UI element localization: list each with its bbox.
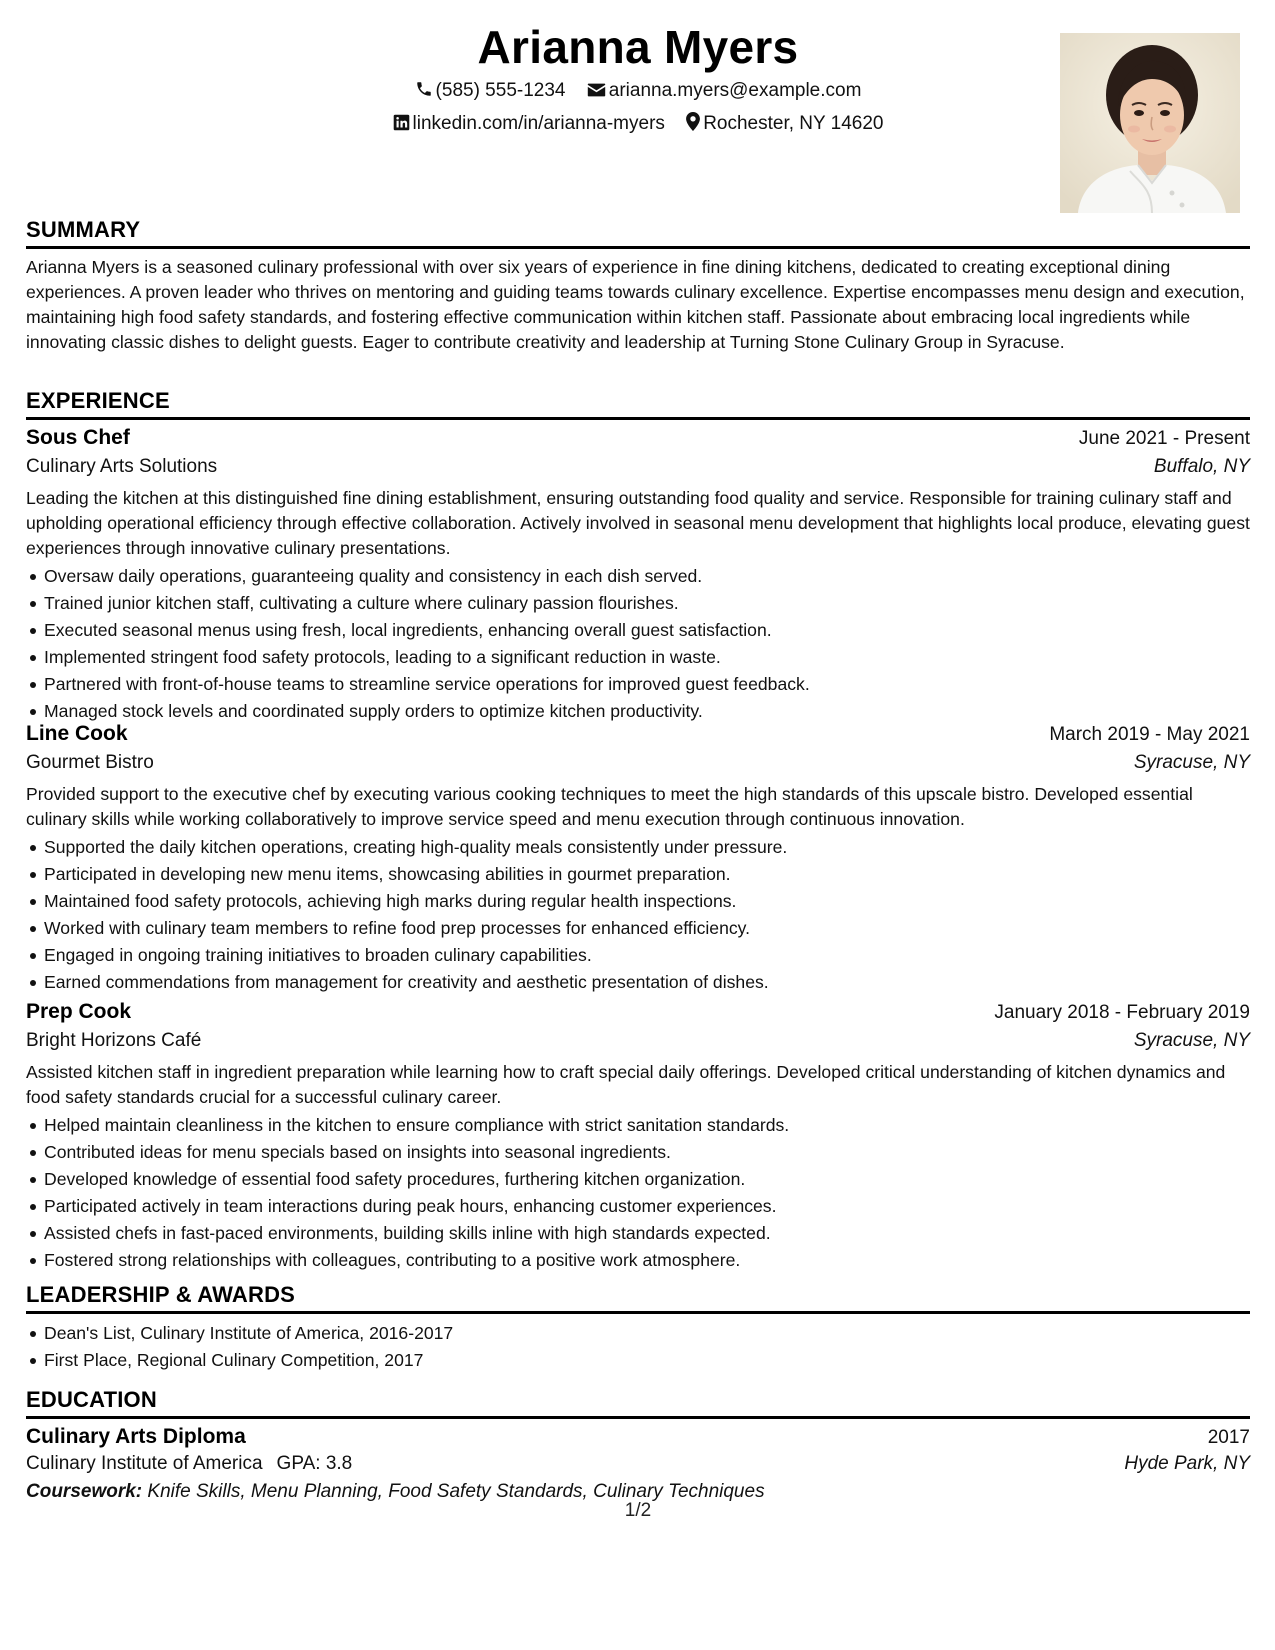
summary-text: Arianna Myers is a seasoned culinary professional with over six years of experience in fine dining kitchens, dedicated to creating exceptional dining experiences. A proven leader who thrives on mentoring and guiding teams towards culinary excellence. Expertise encompasses menu design and execution, maintaining high food safety standards, and fostering effective communication within kitchen staff. Passionate about embracing local ingredients while innovating classic dishes to delight guests. Eager to contribute creativity and leadership at Turning Stone Culinary Group in Syracuse. [26,257,1245,352]
job-bullet: Maintained food safety protocols, achieving high marks during regular health inspections. [44,888,1250,915]
job-dates: January 2018 - February 2019 [994,1002,1250,1023]
job-bullet: Worked with culinary team members to refine food prep processes for enhanced efficiency. [44,915,1250,942]
job-location: Buffalo, NY [1153,456,1250,477]
awards-list [26,1320,1250,1374]
education-section [26,1387,1250,1503]
email-text[interactable]: arianna.myers@example.com [608,80,862,101]
job-bullet: Developed knowledge of essential food safety procedures, furthering kitchen organization. [44,1166,1250,1193]
graduation-year: 2017 [1207,1427,1250,1448]
location-text: Rochester, NY 14620 [703,113,884,134]
location-item [686,112,883,135]
job-entry [26,426,1250,725]
job-bullet: Helped maintain cleanliness in the kitchen to ensure compliance with strict sanitation standards. [44,1112,1250,1139]
award-item: First Place, Regional Culinary Competition, 2017 [44,1347,1250,1374]
award-item: Dean's List, Culinary Institute of America, 2016-2017 [44,1320,1250,1347]
awards-section [26,1282,1250,1374]
job-bullet: Participated actively in team interactions during peak hours, enhancing customer experiences. [44,1193,1250,1220]
job-description: Leading the kitchen at this distinguished fine dining establishment, ensuring outstanding food quality and service. Responsible for training culinary staff and upholding operational efficiency through effective collaboration. Actively involved in seasonal menu development that highlights local produce, elevating guest experiences through innovative culinary presentations. [26,488,1250,558]
coursework-text: Knife Skills, Menu Planning, Food Safety Standards, Culinary Techniques [147,1481,765,1502]
candidate-name: Arianna Myers [477,21,799,73]
job-dates: March 2019 - May 2021 [1049,724,1250,745]
profile-photo [1060,33,1240,213]
job-company: Gourmet Bistro [26,752,154,773]
job-bullet: Implemented stringent food safety protocols, leading to a significant reduction in waste. [44,644,1250,671]
job-title: Prep Cook [26,1000,132,1023]
phone-icon [415,80,433,98]
job-bullet: Earned commendations from management for creativity and aesthetic presentation of dishes. [44,969,1250,996]
summary-section [26,217,1250,355]
coursework-label: Coursework: [26,1481,143,1502]
resume-page [26,0,1250,1650]
experience-heading: EXPERIENCE [26,388,1250,420]
linkedin-text[interactable]: linkedin.com/in/arianna-myers [412,113,665,134]
job-bullet: Partnered with front-of-house teams to streamline service operations for improved guest feedback. [44,671,1250,698]
education-heading: EDUCATION [26,1387,1250,1419]
linkedin-icon [393,114,410,131]
school-name: Culinary Institute of America [26,1453,263,1474]
summary-heading: SUMMARY [26,217,1250,249]
school-line [26,1453,352,1475]
experience-section [26,388,1250,725]
page-number: 1/2 [624,1500,652,1521]
job-entry [26,1000,1250,1274]
job-bullets [26,834,1250,996]
awards-heading: LEADERSHIP & AWARDS [26,1282,1250,1314]
job-bullet: Oversaw daily operations, guaranteeing quality and consistency in each dish served. [44,563,1250,590]
job-description: Assisted kitchen staff in ingredient preparation while learning how to craft special daily offerings. Developed critical understanding of kitchen dynamics and food safety standards crucial for a successful culinary career. [26,1062,1226,1107]
job-title: Line Cook [26,722,128,745]
job-bullets [26,563,1250,725]
school-location: Hyde Park, NY [1124,1453,1250,1474]
job-bullet: Supported the daily kitchen operations, creating high-quality meals consistently under pressure. [44,834,1250,861]
job-entry [26,722,1250,996]
gpa-text: GPA: 3.8 [276,1453,353,1474]
job-company: Bright Horizons Café [26,1030,202,1051]
email-item[interactable] [587,80,862,102]
job-bullet: Fostered strong relationships with colleagues, contributing to a positive work atmosphere. [44,1247,1250,1274]
job-description: Provided support to the executive chef by executing various cooking techniques to meet the high standards of this upscale bistro. Developed essential culinary skills while working collaboratively to improve service speed and menu execution through continuous innovation. [26,784,1193,829]
job-bullet: Contributed ideas for menu specials based on insights into seasonal ingredients. [44,1139,1250,1166]
job-location: Syracuse, NY [1133,752,1250,773]
envelope-icon [587,82,606,98]
degree-title: Culinary Arts Diploma [26,1425,246,1448]
phone-text: (585) 555-1234 [435,80,566,101]
job-title: Sous Chef [26,426,130,449]
job-dates: June 2021 - Present [1078,428,1250,449]
job-bullet: Participated in developing new menu items, showcasing abilities in gourmet preparation. [44,861,1250,888]
job-bullet: Engaged in ongoing training initiatives to broaden culinary capabilities. [44,942,1250,969]
job-bullet: Assisted chefs in fast-paced environments, building skills inline with high standards expected. [44,1220,1250,1247]
phone-item [415,80,566,102]
linkedin-item[interactable] [393,113,665,135]
job-bullet: Executed seasonal menus using fresh, local ingredients, enhancing overall guest satisfaction. [44,617,1250,644]
map-pin-icon [686,112,700,131]
job-bullets [26,1112,1250,1274]
job-bullet: Managed stock levels and coordinated supply orders to optimize kitchen productivity. [44,698,1250,725]
job-location: Syracuse, NY [1133,1030,1250,1051]
job-company: Culinary Arts Solutions [26,456,218,477]
job-bullet: Trained junior kitchen staff, cultivating a culture where culinary passion flourishes. [44,590,1250,617]
